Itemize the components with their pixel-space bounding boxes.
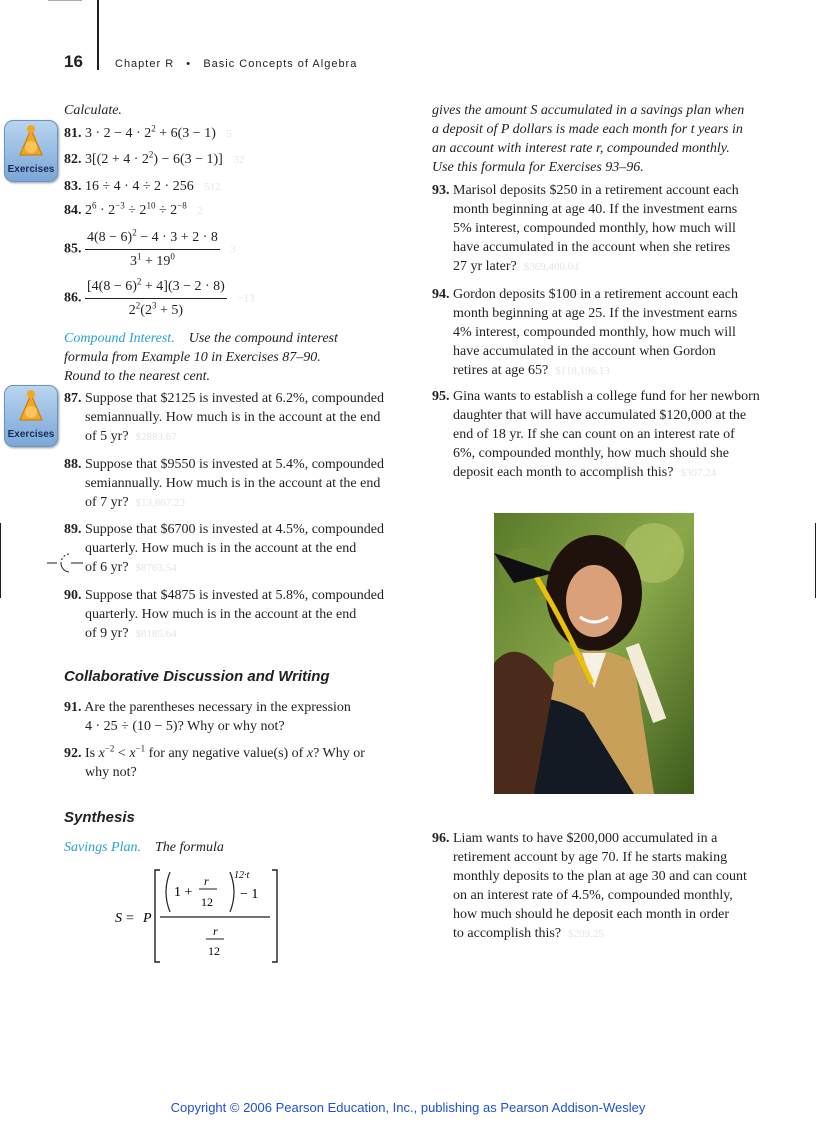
answer-95: $307.24 — [680, 467, 717, 479]
chapter-title: Chapter R • Basic Concepts of Algebra — [115, 58, 358, 70]
answer-93: $369,400.04 — [523, 261, 579, 273]
copyright-notice: Copyright © 2006 Pearson Education, Inc., publishing as Pearson Addison-Wesley — [170, 1100, 646, 1115]
savings-formula — [110, 866, 290, 966]
svg-text:S: S — [115, 911, 122, 926]
graduation-photo — [494, 513, 694, 794]
answer-96: $209.25 — [568, 928, 604, 940]
answer-85: 3 — [230, 243, 236, 256]
svg-text:P: P — [143, 911, 152, 926]
exercise-88: 88. Suppose that $9550 is invested at 5.4%, compounded semiannually. How much is in the account at the end of 7 yr? $13,867.23 — [64, 457, 385, 510]
answer-81: 5 — [226, 128, 232, 140]
svg-text:r: r — [204, 874, 209, 888]
exercises-icon — [5, 121, 57, 165]
page-number: 16 — [64, 52, 83, 71]
synthesis-heading: Synthesis — [64, 809, 135, 826]
collaborative-heading: Collaborative Discussion and Writing — [64, 668, 330, 685]
answer-87: $2883.67 — [135, 431, 177, 443]
exercise-89: 89. Suppose that $6700 is invested at 4.5%, compounded quarterly. How much is in the account at the end of 6 yr? $8763.54 — [64, 522, 385, 575]
exercises-badge: Exercises — [4, 385, 58, 447]
left-margin-rule — [0, 523, 1, 598]
calculate-instruction: Calculate. — [64, 103, 122, 118]
answer-88: $13,867.23 — [135, 497, 186, 509]
header-rule — [97, 0, 99, 70]
exercise-82: 82. $3[(2 + 4 \cdot 2^2) - 6(3 - 1)]$ 32 — [64, 149, 245, 167]
answer-82: 32 — [233, 154, 245, 166]
exercise-86: 86. $\frac{[4(8 - 6)^2 + 4](3 - 2 \cdot 8)}{2^2(2^3 + 5)}$ −13 — [64, 276, 255, 318]
svg-text:12·t: 12·t — [234, 870, 250, 881]
compound-interest-intro: Compound Interest. Use the compound interest formula from Example 10 in Exercises 87–90. Round to the nearest cent. — [64, 331, 338, 384]
exercise-95: 95. Gina wants to establish a college fund for her newborn daughter that will have accumulated $120,000 at the end of 18 yr. If she can count on an interest rate of 6%, compounded monthly, how much should she deposit each month to accomplish this? $307.24 — [432, 389, 760, 480]
exercise-93: 93. Marisol deposits $250 in a retirement account each month beginning at age 40. If the investment earns 5% interest, compounded monthly, how much will have accumulated in the account when she retires 27 yr later? $369,400.04 — [432, 183, 739, 274]
savings-formula-description: gives the amount S accumulated in a savings plan when a deposit of P dollars is made each month for t years in an account with interest rate r, compounded monthly. Use this formula for Exercises 93–96. — [432, 103, 745, 175]
answer-89: $8763.54 — [135, 562, 177, 574]
exercise-87: 87. Suppose that $2125 is invested at 6.2%, compounded semiannually. How much is in the account at the end of 5 yr? $2883.67 — [64, 391, 385, 444]
answer-84: 2 — [197, 205, 203, 217]
savings-plan-intro: Savings Plan. The formula — [64, 840, 224, 855]
exercises-badge: Exercises — [4, 120, 58, 182]
svg-text:12: 12 — [201, 895, 213, 909]
exercise-96: 96. Liam wants to have $200,000 accumulated in a retirement account by age 70. If he starts making monthly deposits to the plan at age 30 and can count on an interest rate of 4.5%, compounded monthly, how much should he deposit each month in order to accomplish this? $209.25 — [432, 831, 747, 941]
exercise-91: 91. Are the parentheses necessary in the expression 4 · 25 ÷ (10 − 5)? Why or why not? — [64, 700, 351, 734]
exercises-icon — [5, 386, 57, 430]
exercise-94: 94. Gordon deposits $100 in a retirement account each month beginning at age 25. If the investment earns 4% interest, compounded monthly, how much will have accumulated in the account when Gordon retires at age 65? $118,196.13 — [432, 287, 738, 378]
svg-text:r: r — [213, 924, 218, 938]
svg-text:=: = — [126, 911, 134, 926]
answer-94: $118,196.13 — [555, 365, 610, 377]
answer-90: $8185.64 — [135, 628, 177, 640]
svg-text:1 +: 1 + — [174, 885, 193, 900]
exercise-90: 90. Suppose that $4875 is invested at 5.8%, compounded quarterly. How much is in the account at the end of 9 yr? $8185.64 — [64, 588, 385, 641]
exercise-81: 81. $3 \cdot 2 - 4 \cdot 2^2 + 6(3 - 1)$ 5 — [64, 123, 232, 141]
top-rule — [48, 0, 82, 1]
exercise-85: 85. $\frac{4(8 - 6)^2 - 4 \cdot 3 + 2 \cdot 8}{3^1 + 19^0}$ 3 — [64, 227, 236, 269]
answer-86: −13 — [237, 292, 255, 305]
exercise-83: 83. 16 ÷ 4 · 4 ÷ 2 · 256 512 — [64, 179, 221, 194]
exercise-92: 92. Is $x^{-2} < x^{-1}$ for any negative value(s) of x? Why or why not? — [64, 743, 365, 780]
svg-text:12: 12 — [208, 944, 220, 958]
exercise-84: 84. $2^6 \cdot 2^{-3} \div 2^{10} \div 2^{-8}$ 2 — [64, 200, 203, 218]
svg-text:− 1: − 1 — [240, 887, 259, 902]
answer-83: 512 — [204, 181, 221, 193]
